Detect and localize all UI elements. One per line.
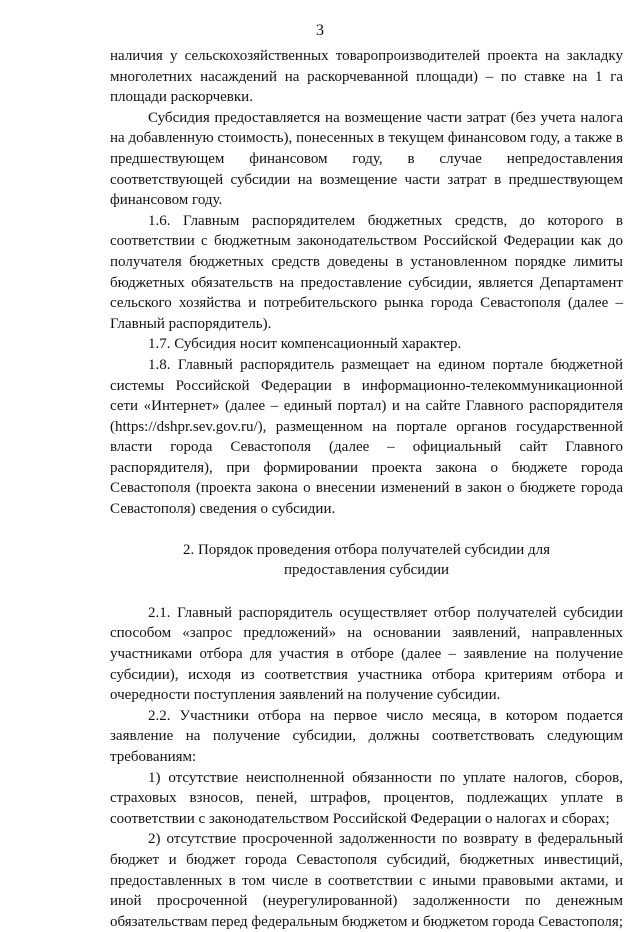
paragraph-subsidy-purpose: Субсидия предоставляется на возмещение части затрат (без учета налога на добавленную стоимость), понесенных в текущем финансовом году, а также в предшествующем финансовом году, в случае непредоставления соответствующей субсидии на возмещение части затрат в предшествующем финансовом году. (110, 109, 623, 209)
paragraph-continuation: наличия у сельскохозяйственных товаропроизводителей проекта на закладку многолетних насаждений на раскорчеванной площади) – по ставке на 1 га площади раскорчевки. (110, 48, 623, 106)
paragraph-1-6: 1.6. Главным распорядителем бюджетных средств, до которого в соответствии с бюджетным законодательством Российской Федерации как до получателя бюджетных средств доведены в установленном порядке лимиты бюджетных обязательств на предоставление субсидии, является Департамент сельского хозяйства и потребительского рынка города Севастополя (далее – Главный распорядитель). (110, 212, 623, 332)
paragraph-1-7: 1.7. Субсидия носит компенсационный характер. (148, 336, 462, 353)
list-item-requirement-2: 2) отсутствие просроченной задолженности по возврату в федеральный бюджет и бюджет города Севастополя субсидий, бюджетных инвестиций, предоставленных в том числе в соответствии с иными правовыми актами, и иной просроченной (неурегулированной) задолженности по денежным обязательствам перед федеральным бюджетом и бюджетом города Севастополя; (110, 831, 623, 930)
paragraph-1-8: 1.8. Главный распорядитель размещает на едином портале бюджетной системы Российской Федерации в информационно-телекоммуникационной сети «Интернет» (далее – единый портал) и на сайте Главного распорядителя (https://dshpr.sev.gov.ru/), размещенном на портале органов государственной власти города Севастополя (далее – официальный сайт Главного распорядителя), при формировании проекта закона о бюджете города Севастополя (проекта закона о внесении изменений в закон о бюджете города Севастополя) сведения о субсидии. (110, 356, 623, 518)
section-2-heading-line-2: предоставления субсидии (283, 562, 450, 579)
section-2-heading-line-1: 2. Порядок проведения отбора получателей субсидии для (182, 541, 551, 558)
section-2-heading (110, 540, 623, 581)
list-item-requirement-1: 1) отсутствие неисполненной обязанности по уплате налогов, сборов, страховых взносов, пеней, штрафов, процентов, подлежащих уплате в соответствии с законодательством Российской Федерации о налогах и сборах; (110, 769, 623, 827)
paragraph-2-2: 2.2. Участники отбора на первое число месяца, в котором подается заявление на получение субсидии, должны соответствовать следующим требованиям: (110, 707, 623, 765)
document-body (110, 46, 623, 932)
paragraph-2-1: 2.1. Главный распорядитель осуществляет отбор получателей субсидии способом «запрос предложений» на основании заявлений, направленных участниками отбора для участия в отборе (далее – заявление на получение субсидии), исходя из соответствия участника отбора критериям отбора и очередности поступления заявлений на получение субсидии. (110, 604, 623, 704)
page-number: 3 (316, 22, 324, 39)
